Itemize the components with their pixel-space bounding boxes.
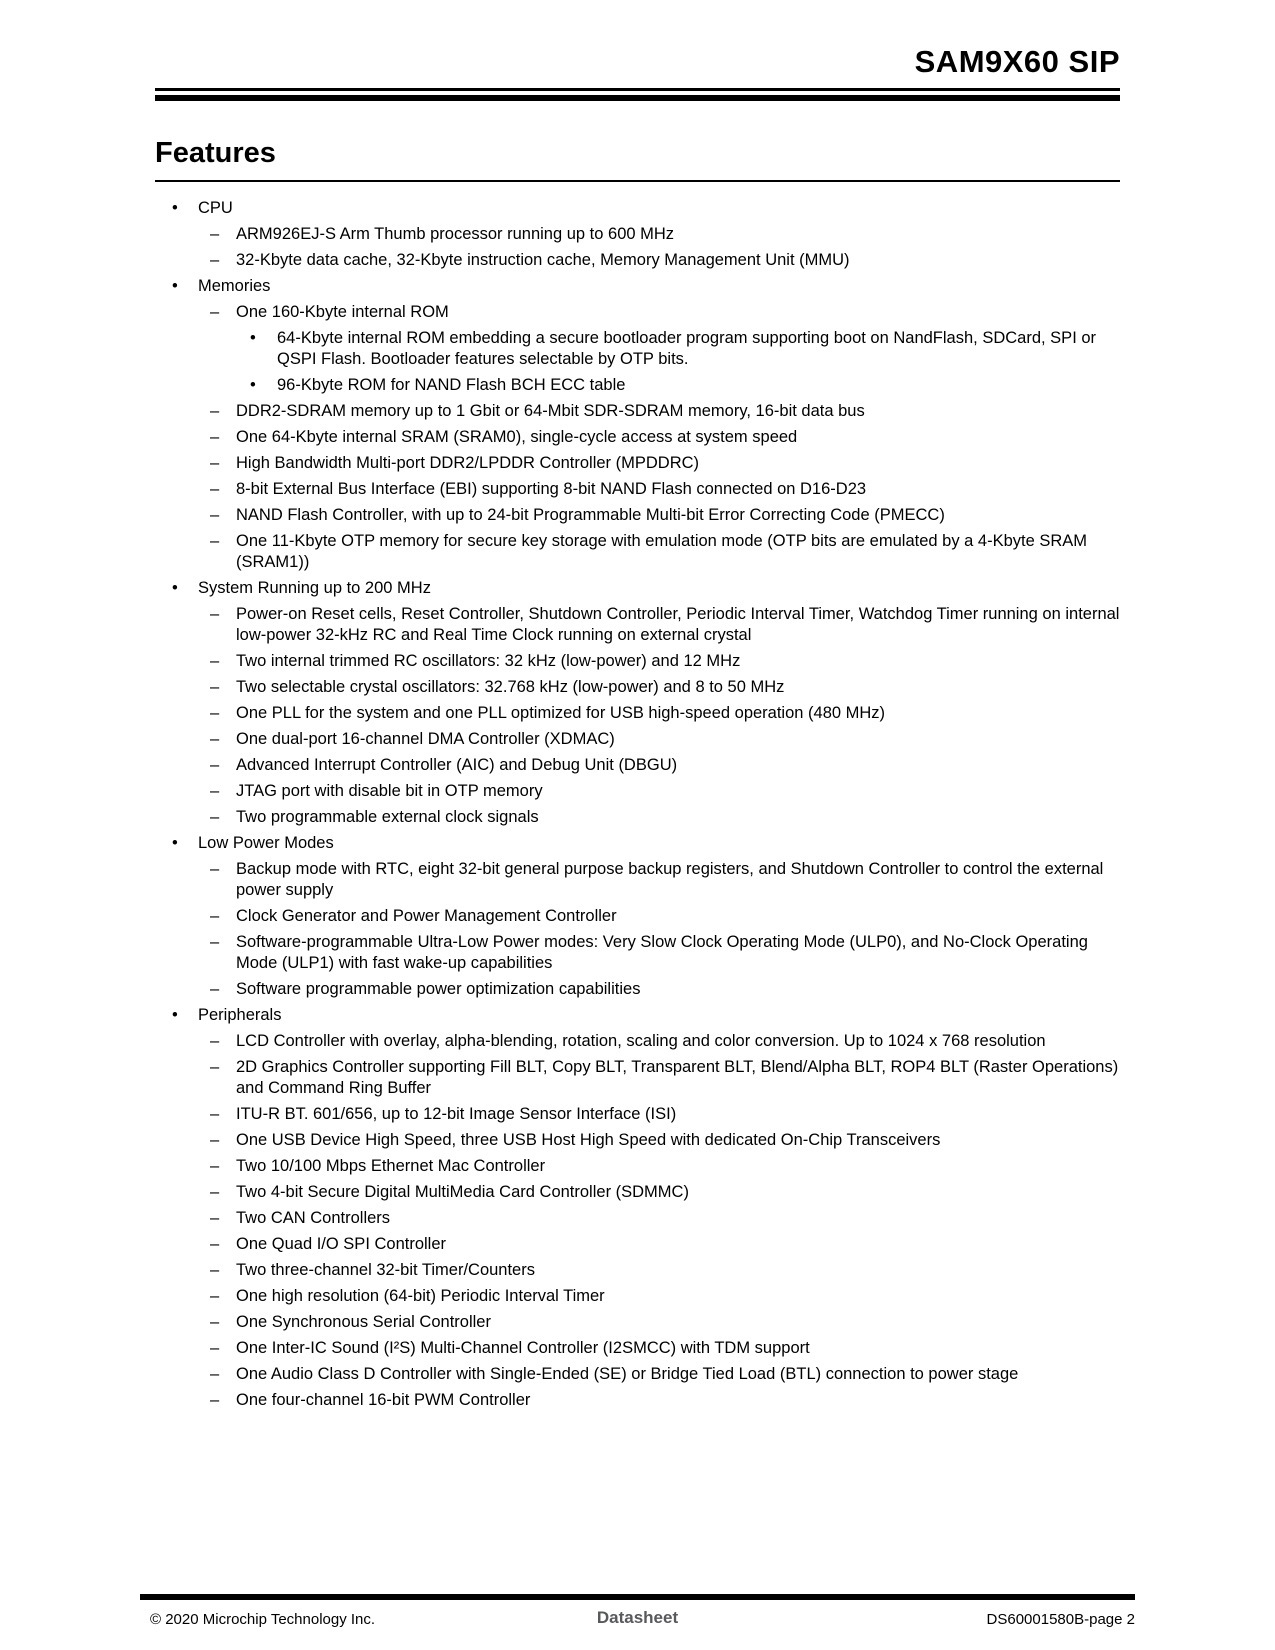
- feature-text: Software-programmable Ultra-Low Power modes: Very Slow Clock Operating Mode (ULP0), and No-Clock Operating Mode (ULP1) with fast wake-up capabilities: [236, 933, 1088, 973]
- dash-marker: –: [210, 506, 220, 525]
- dash-marker: –: [210, 454, 220, 473]
- feature-item: [155, 651, 1120, 672]
- feature-text: One 64-Kbyte internal SRAM (SRAM0), single-cycle access at system speed: [236, 428, 798, 447]
- feature-text: JTAG port with disable bit in OTP memory: [236, 782, 543, 801]
- bullet-marker: •: [172, 199, 178, 218]
- feature-text: Memories: [198, 277, 271, 296]
- dash-marker: –: [210, 1391, 220, 1410]
- bullet-marker: •: [172, 277, 178, 296]
- feature-text: CPU: [198, 199, 233, 218]
- feature-text: Two 4-bit Secure Digital MultiMedia Card Controller (SDMMC): [236, 1183, 689, 1202]
- feature-item: [155, 1130, 1120, 1151]
- feature-text: Clock Generator and Power Management Controller: [236, 907, 617, 926]
- feature-item: [155, 1286, 1120, 1307]
- page-footer: [140, 1594, 1135, 1630]
- feature-item: [155, 224, 1120, 245]
- feature-item: [155, 578, 1120, 599]
- dash-marker: –: [210, 1365, 220, 1384]
- feature-text: One dual-port 16-channel DMA Controller (XDMAC): [236, 730, 615, 749]
- feature-item: [155, 1260, 1120, 1281]
- page-header: [155, 45, 1120, 101]
- feature-item: [155, 1208, 1120, 1229]
- dash-marker: –: [210, 730, 220, 749]
- dash-marker: –: [210, 1105, 220, 1124]
- dash-marker: –: [210, 980, 220, 999]
- bullet-marker: •: [172, 579, 178, 598]
- feature-item: [155, 479, 1120, 500]
- feature-text: LCD Controller with overlay, alpha-blending, rotation, scaling and color conversion. Up to 1024 x 768 resolution: [236, 1032, 1046, 1051]
- feature-item: [155, 250, 1120, 271]
- header-rule-thick: [155, 95, 1120, 101]
- feature-item: [155, 932, 1120, 974]
- feature-text: NAND Flash Controller, with up to 24-bit Programmable Multi-bit Error Correcting Code (PMECC): [236, 506, 945, 525]
- dash-marker: –: [210, 1339, 220, 1358]
- feature-text: One high resolution (64-bit) Periodic Interval Timer: [236, 1287, 605, 1306]
- feature-text: One Quad I/O SPI Controller: [236, 1235, 447, 1254]
- dash-marker: –: [210, 1032, 220, 1051]
- bullet-marker: •: [250, 329, 256, 348]
- dash-marker: –: [210, 1261, 220, 1280]
- feature-text: High Bandwidth Multi-port DDR2/LPDDR Controller (MPDDRC): [236, 454, 700, 473]
- dash-marker: –: [210, 756, 220, 775]
- feature-text: Power-on Reset cells, Reset Controller, Shutdown Controller, Periodic Interval Timer, Watchdog Timer running on internal low-power 32-kHz RC and Real Time Clock running on external crystal: [236, 605, 1120, 645]
- feature-item: [155, 1156, 1120, 1177]
- feature-text: DDR2-SDRAM memory up to 1 Gbit or 64-Mbit SDR-SDRAM memory, 16-bit data bus: [236, 402, 865, 421]
- feature-text: One Inter-IC Sound (I²S) Multi-Channel Controller (I2SMCC) with TDM support: [236, 1339, 810, 1358]
- feature-item: [155, 677, 1120, 698]
- bullet-marker: •: [172, 834, 178, 853]
- feature-item: [155, 427, 1120, 448]
- dash-marker: –: [210, 1131, 220, 1150]
- dash-marker: –: [210, 933, 220, 952]
- dash-marker: –: [210, 480, 220, 499]
- feature-item: [155, 328, 1120, 370]
- feature-text: Advanced Interrupt Controller (AIC) and Debug Unit (DBGU): [236, 756, 678, 775]
- feature-item: [155, 781, 1120, 802]
- feature-text: Two CAN Controllers: [236, 1209, 391, 1228]
- footer-copyright: © 2020 Microchip Technology Inc.: [150, 1611, 376, 1628]
- dash-marker: –: [210, 251, 220, 270]
- feature-item: [155, 531, 1120, 573]
- footer-doc-number: DS60001580B-page 2: [986, 1611, 1135, 1628]
- dash-marker: –: [210, 652, 220, 671]
- feature-text: 2D Graphics Controller supporting Fill BLT, Copy BLT, Transparent BLT, Blend/Alpha BLT, ROP4 BLT (Raster Operations) and Command Ring Buffer: [236, 1058, 1119, 1098]
- feature-text: Low Power Modes: [198, 834, 334, 853]
- feature-item: [155, 276, 1120, 297]
- dash-marker: –: [210, 704, 220, 723]
- feature-item: [155, 703, 1120, 724]
- feature-item: [155, 755, 1120, 776]
- feature-item: [155, 375, 1120, 396]
- feature-item: [155, 859, 1120, 901]
- feature-text: One PLL for the system and one PLL optimized for USB high-speed operation (480 MHz): [236, 704, 886, 723]
- feature-item: [155, 401, 1120, 422]
- page-content: [155, 137, 1120, 1411]
- feature-text: Two selectable crystal oscillators: 32.768 kHz (low-power) and 8 to 50 MHz: [236, 678, 785, 697]
- feature-text: Two three-channel 32-bit Timer/Counters: [236, 1261, 535, 1280]
- footer-doc-type: Datasheet: [596, 1608, 679, 1627]
- feature-text: One 11-Kbyte OTP memory for secure key storage with emulation mode (OTP bits are emulated by a 4-Kbyte SRAM (SRAM1)): [236, 532, 1088, 572]
- feature-text: 96-Kbyte ROM for NAND Flash BCH ECC table: [277, 376, 626, 395]
- feature-item: [155, 979, 1120, 1000]
- feature-item: [155, 1057, 1120, 1099]
- feature-text: System Running up to 200 MHz: [198, 579, 431, 598]
- feature-text: Peripherals: [198, 1006, 282, 1025]
- dash-marker: –: [210, 678, 220, 697]
- feature-item: [155, 604, 1120, 646]
- dash-marker: –: [210, 428, 220, 447]
- feature-item: [155, 1312, 1120, 1333]
- feature-text: 32-Kbyte data cache, 32-Kbyte instruction cache, Memory Management Unit (MMU): [236, 251, 850, 270]
- header-rule-thin: [155, 88, 1120, 91]
- dash-marker: –: [210, 225, 220, 244]
- footer-rule: [140, 1594, 1135, 1600]
- feature-text: ITU-R BT. 601/656, up to 12-bit Image Sensor Interface (ISI): [236, 1105, 677, 1124]
- footer-row: [140, 1608, 1135, 1630]
- feature-text: Two internal trimmed RC oscillators: 32 kHz (low-power) and 12 MHz: [236, 652, 741, 671]
- feature-item: [155, 1338, 1120, 1359]
- dash-marker: –: [210, 907, 220, 926]
- dash-marker: –: [210, 532, 220, 551]
- dash-marker: –: [210, 1183, 220, 1202]
- dash-marker: –: [210, 1287, 220, 1306]
- dash-marker: –: [210, 303, 220, 322]
- feature-item: [155, 807, 1120, 828]
- feature-item: [155, 1104, 1120, 1125]
- feature-text: One Audio Class D Controller with Single-Ended (SE) or Bridge Tied Load (BTL) connection to power stage: [236, 1365, 1019, 1384]
- feature-item: [155, 1390, 1120, 1411]
- dash-marker: –: [210, 1058, 220, 1077]
- feature-text: Software programmable power optimization capabilities: [236, 980, 641, 999]
- features-list: [155, 198, 1120, 1411]
- feature-item: [155, 1364, 1120, 1385]
- feature-item: [155, 1234, 1120, 1255]
- dash-marker: –: [210, 402, 220, 421]
- feature-item: [155, 198, 1120, 219]
- feature-item: [155, 1005, 1120, 1026]
- feature-text: Two 10/100 Mbps Ethernet Mac Controller: [236, 1157, 546, 1176]
- feature-text: One four-channel 16-bit PWM Controller: [236, 1391, 531, 1410]
- bullet-marker: •: [172, 1006, 178, 1025]
- section-rule: [155, 180, 1120, 182]
- dash-marker: –: [210, 1235, 220, 1254]
- dash-marker: –: [210, 860, 220, 879]
- dash-marker: –: [210, 605, 220, 624]
- dash-marker: –: [210, 782, 220, 801]
- document-title: SAM9X60 SIP: [914, 44, 1120, 79]
- dash-marker: –: [210, 808, 220, 827]
- feature-item: [155, 729, 1120, 750]
- feature-text: One 160-Kbyte internal ROM: [236, 303, 449, 322]
- feature-item: [155, 505, 1120, 526]
- feature-text: Two programmable external clock signals: [236, 808, 539, 827]
- feature-text: Backup mode with RTC, eight 32-bit general purpose backup registers, and Shutdown Controller to control the external power supply: [236, 860, 1104, 900]
- feature-item: [155, 1031, 1120, 1052]
- section-title: Features: [155, 137, 276, 170]
- dash-marker: –: [210, 1313, 220, 1332]
- feature-text: 64-Kbyte internal ROM embedding a secure bootloader program supporting boot on NandFlash, SDCard, SPI or QSPI Flash. Bootloader features selectable by OTP bits.: [277, 329, 1097, 369]
- dash-marker: –: [210, 1157, 220, 1176]
- feature-item: [155, 833, 1120, 854]
- feature-text: One Synchronous Serial Controller: [236, 1313, 491, 1332]
- feature-text: One USB Device High Speed, three USB Host High Speed with dedicated On-Chip Transceivers: [236, 1131, 941, 1150]
- feature-item: [155, 453, 1120, 474]
- feature-text: 8-bit External Bus Interface (EBI) supporting 8-bit NAND Flash connected on D16-D23: [236, 480, 867, 499]
- feature-item: [155, 1182, 1120, 1203]
- dash-marker: –: [210, 1209, 220, 1228]
- feature-item: [155, 302, 1120, 323]
- feature-item: [155, 906, 1120, 927]
- feature-text: ARM926EJ-S Arm Thumb processor running up to 600 MHz: [236, 225, 675, 244]
- bullet-marker: •: [250, 376, 256, 395]
